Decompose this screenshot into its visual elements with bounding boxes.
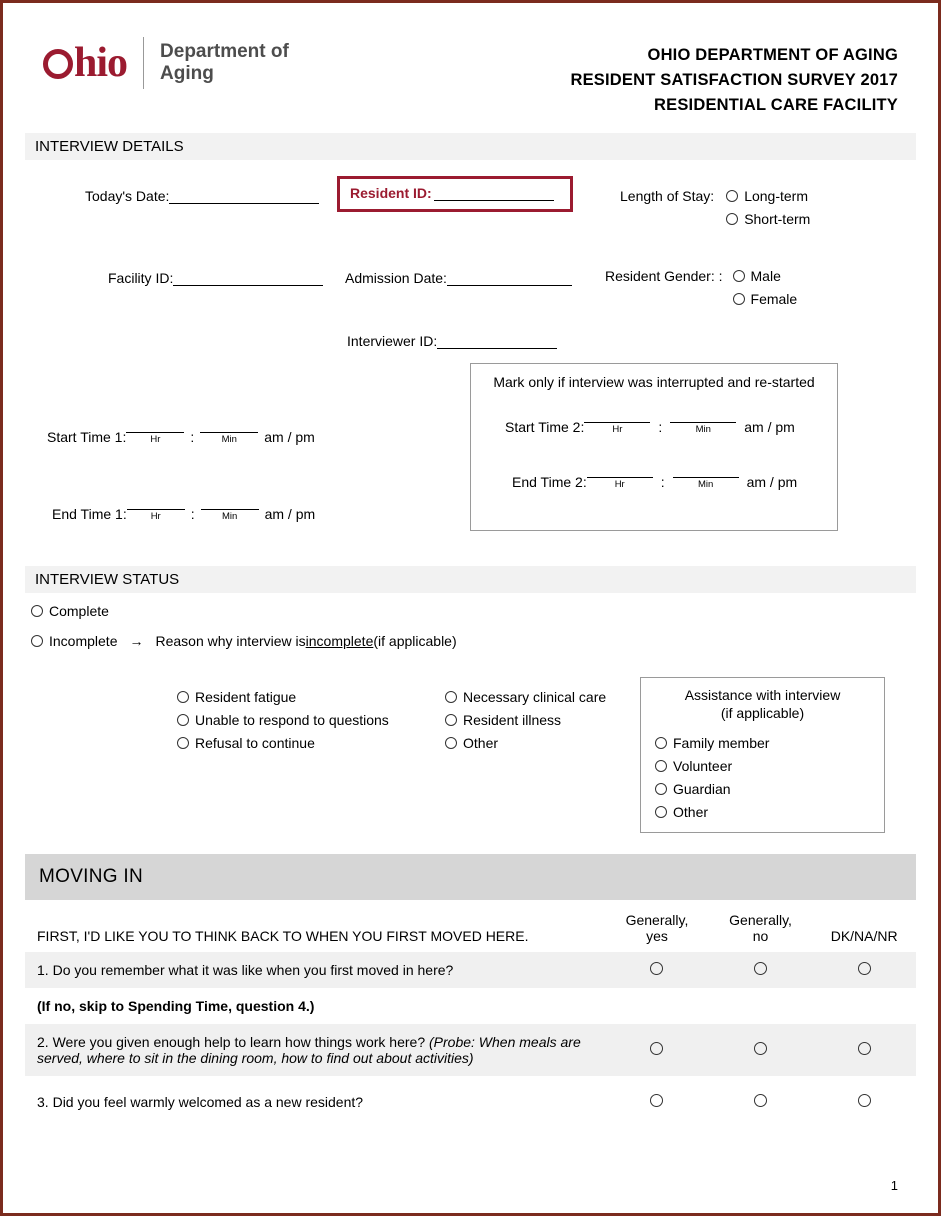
facility-id-field[interactable] [108, 270, 323, 286]
reason-underlined: incomplete [305, 633, 374, 650]
skip-note: (If no, skip to Spending Time, question 4.) [37, 998, 315, 1015]
start-time-2-minute-input[interactable] [670, 408, 736, 423]
radio-family-member[interactable] [655, 735, 870, 751]
column-header-generally-no [709, 906, 813, 952]
complete-label: Complete [49, 603, 109, 620]
radio-unable-to-respond[interactable] [177, 712, 389, 728]
resident-id-label: Resident ID: [350, 185, 432, 202]
time-colon: : [190, 506, 195, 523]
answer-dk-na-nr[interactable] [812, 952, 916, 988]
end-time-1-ampm[interactable]: am / pm [264, 506, 316, 523]
assistance-with-interview-box [640, 677, 885, 832]
radio-refusal-to-continue[interactable] [177, 735, 389, 751]
incomplete-label: Incomplete [49, 633, 118, 650]
incomplete-reasons-left [177, 689, 389, 758]
section-header-interview-details: INTERVIEW DETAILS [25, 133, 916, 160]
column-header-generally-yes [605, 906, 709, 952]
todays-date-input[interactable] [169, 189, 319, 204]
radio-icon[interactable] [733, 270, 745, 282]
col-no-line-2: no [752, 928, 769, 945]
radio-icon[interactable] [31, 605, 43, 617]
hr-label: Hr [614, 479, 625, 491]
radio-icon[interactable] [445, 714, 457, 726]
radio-guardian[interactable] [655, 781, 870, 797]
table-header-row [25, 906, 916, 952]
table-row [25, 1024, 916, 1076]
incomplete-row [31, 633, 916, 649]
end-time-1-label: End Time 1: [52, 506, 127, 523]
radio-icon[interactable] [650, 1094, 663, 1107]
assist-label: Guardian [673, 780, 731, 797]
radio-icon[interactable] [655, 737, 667, 749]
radio-icon[interactable] [655, 783, 667, 795]
facility-id-label: Facility ID: [108, 270, 174, 287]
col-yes-line-2: yes [646, 928, 668, 945]
interview-status-body [25, 593, 916, 828]
radio-icon[interactable] [177, 737, 189, 749]
answer-dk-na-nr[interactable] [812, 1076, 916, 1128]
start-time-1-minute-input[interactable] [200, 418, 258, 433]
interrupted-interview-box [470, 363, 838, 531]
radio-icon[interactable] [655, 760, 667, 772]
end-time-1-minute-input[interactable] [201, 495, 259, 510]
arrow-icon: → [129, 633, 144, 650]
assist-label: Family member [673, 734, 770, 751]
hr-label: Hr [612, 424, 623, 436]
min-label: Min [695, 424, 711, 436]
start-time-2-group[interactable] [483, 408, 825, 435]
ohio-wordmark-text: hio [74, 40, 128, 86]
moving-in-intro: FIRST, I'D LIKE YOU TO THINK BACK TO WHEN YOU FIRST MOVED HERE. [37, 928, 529, 945]
radio-female[interactable] [733, 291, 798, 307]
question-probe: (Probe: When meals are served, where to sit in the dining room, how to find out about activities) [37, 1034, 581, 1067]
hr-label: Hr [150, 511, 161, 523]
logo-divider [143, 37, 144, 89]
ohio-wordmark [43, 42, 127, 84]
incomplete-reasons-right [445, 689, 606, 758]
col-yes-line-1: Generally, [625, 912, 689, 929]
resident-gender-label: Resident Gender: : [605, 268, 723, 285]
start-time-2-ampm[interactable]: am / pm [744, 419, 795, 436]
reason-label: Necessary clinical care [463, 689, 607, 706]
end-time-1-hour-input[interactable] [127, 495, 185, 510]
radio-icon[interactable] [177, 714, 189, 726]
page-header [25, 15, 916, 127]
question-text: Do you remember what it was like when you first moved in here? [52, 962, 454, 979]
question-number: 2. [37, 1034, 49, 1051]
question-text: Did you feel warmly welcomed as a new resident? [52, 1094, 364, 1111]
col-dk-line-1: DK/NA/NR [830, 928, 898, 945]
reason-suffix: (if applicable) [373, 633, 457, 650]
moving-in-table [25, 906, 916, 1128]
end-time-2-ampm[interactable]: am / pm [746, 474, 798, 491]
todays-date-label: Today's Date: [85, 188, 170, 205]
answer-generally-no[interactable] [709, 1024, 813, 1076]
admission-date-field[interactable] [345, 270, 572, 286]
reason-label: Resident illness [463, 712, 562, 729]
radio-icon[interactable] [754, 962, 767, 975]
note-blank-2 [709, 988, 813, 1024]
length-of-stay-label: Length of Stay: [620, 188, 715, 205]
question-cell [25, 1024, 605, 1076]
answer-dk-na-nr[interactable] [812, 1024, 916, 1076]
admission-date-label: Admission Date: [345, 270, 447, 287]
radio-long-term-label: Long-term [744, 188, 808, 205]
end-time-2-group[interactable] [483, 463, 825, 490]
page-number: 1 [890, 1178, 898, 1193]
radio-icon[interactable] [858, 1094, 871, 1107]
question-cell [25, 952, 605, 988]
reason-label: Other [463, 735, 499, 752]
interrupted-box-title: Mark only if interview was interrupted and re-started [493, 374, 815, 391]
start-time-1-group[interactable] [47, 418, 315, 445]
answer-generally-yes[interactable] [605, 1076, 709, 1128]
reason-label: Resident fatigue [195, 689, 297, 706]
table-note-row [25, 988, 916, 1024]
time-colon: : [658, 419, 663, 436]
radio-icon[interactable] [754, 1094, 767, 1107]
radio-female-label: Female [750, 291, 798, 308]
time-colon: : [660, 474, 665, 491]
radio-icon[interactable] [445, 737, 457, 749]
section-header-interview-status: INTERVIEW STATUS [25, 566, 916, 593]
question-text: Were you given enough help to learn how things work here? [52, 1034, 429, 1051]
radio-male-label: Male [750, 268, 781, 285]
todays-date-field[interactable] [85, 188, 319, 204]
answer-generally-no[interactable] [709, 1076, 813, 1128]
end-time-2-hour-input[interactable] [587, 463, 653, 478]
resident-gender-group [605, 268, 797, 314]
department-line-1: Department of [160, 41, 289, 63]
start-time-1-ampm[interactable]: am / pm [264, 429, 315, 446]
start-time-2-label: Start Time 2: [505, 419, 585, 436]
resident-id-input[interactable] [434, 186, 554, 201]
note-blank-1 [605, 988, 709, 1024]
radio-long-term[interactable] [726, 188, 810, 204]
reason-label: Refusal to continue [195, 735, 315, 752]
ohio-o-ring-icon [43, 49, 73, 79]
table-row [25, 952, 916, 988]
resident-id-highlight-box[interactable] [337, 176, 573, 212]
start-time-1-label: Start Time 1: [47, 429, 127, 446]
length-of-stay-group [620, 188, 810, 234]
radio-icon[interactable] [445, 691, 457, 703]
radio-resident-fatigue[interactable] [177, 689, 389, 705]
radio-resident-illness[interactable] [445, 712, 606, 728]
assistance-box-title [655, 686, 870, 722]
question-number: 3. [37, 1094, 49, 1111]
assistance-title-line-1: Assistance with interview [684, 687, 841, 704]
section-header-moving-in: MOVING IN [25, 854, 916, 900]
radio-complete[interactable] [31, 603, 916, 619]
question-number: 1. [37, 962, 49, 979]
department-name [160, 41, 289, 85]
reason-label: Unable to respond to questions [195, 712, 389, 729]
min-label: Min [221, 434, 237, 446]
interview-details-body [25, 160, 916, 560]
radio-icon[interactable] [726, 213, 738, 225]
radio-icon[interactable] [754, 1042, 767, 1055]
radio-icon[interactable] [650, 962, 663, 975]
facility-id-input[interactable] [173, 271, 323, 286]
answer-generally-yes[interactable] [605, 952, 709, 988]
note-blank-3 [812, 988, 916, 1024]
assist-label: Volunteer [673, 757, 733, 774]
assistance-title-line-2: (if applicable) [720, 705, 805, 722]
radio-short-term[interactable] [726, 211, 810, 227]
department-line-2: Aging [160, 63, 214, 84]
table-row [25, 1076, 916, 1128]
radio-icon[interactable] [858, 962, 871, 975]
title-line-1: OHIO DEPARTMENT OF AGING [647, 46, 898, 64]
title-line-3: RESIDENTIAL CARE FACILITY [654, 95, 898, 114]
radio-other-assistance[interactable] [655, 804, 870, 820]
radio-male[interactable] [733, 268, 798, 284]
radio-volunteer[interactable] [655, 758, 870, 774]
answer-generally-yes[interactable] [605, 1024, 709, 1076]
radio-necessary-clinical-care[interactable] [445, 689, 606, 705]
start-time-2-hour-input[interactable] [584, 408, 650, 423]
radio-incomplete[interactable] [31, 633, 117, 649]
radio-icon[interactable] [733, 293, 745, 305]
interviewer-id-field[interactable] [347, 333, 557, 349]
radio-icon[interactable] [177, 691, 189, 703]
radio-icon[interactable] [858, 1042, 871, 1055]
end-time-2-label: End Time 2: [512, 474, 587, 491]
hr-label: Hr [150, 434, 161, 446]
assist-label: Other [673, 803, 709, 820]
interviewer-id-input[interactable] [437, 334, 557, 349]
column-header-dk-na-nr [812, 906, 916, 952]
radio-icon[interactable] [655, 806, 667, 818]
answer-generally-no[interactable] [709, 952, 813, 988]
end-time-1-group[interactable] [52, 495, 315, 522]
reason-prefix: Reason why interview is [155, 633, 306, 650]
title-line-2: RESIDENT SATISFACTION SURVEY 2017 [570, 70, 898, 89]
col-no-line-1: Generally, [729, 912, 792, 929]
admission-date-input[interactable] [447, 271, 572, 286]
radio-icon[interactable] [31, 635, 43, 647]
min-label: Min [697, 479, 714, 491]
radio-icon[interactable] [650, 1042, 663, 1055]
interviewer-id-label: Interviewer ID: [347, 333, 438, 350]
radio-short-term-label: Short-term [744, 211, 811, 228]
radio-icon[interactable] [726, 190, 738, 202]
page-title [570, 37, 898, 117]
question-cell [25, 1076, 605, 1128]
time-colon: : [190, 429, 195, 446]
min-label: Min [221, 511, 238, 523]
radio-other-reason[interactable] [445, 735, 606, 751]
start-time-1-hour-input[interactable] [126, 418, 184, 433]
ohio-department-of-aging-logo [43, 37, 289, 89]
end-time-2-minute-input[interactable] [673, 463, 739, 478]
